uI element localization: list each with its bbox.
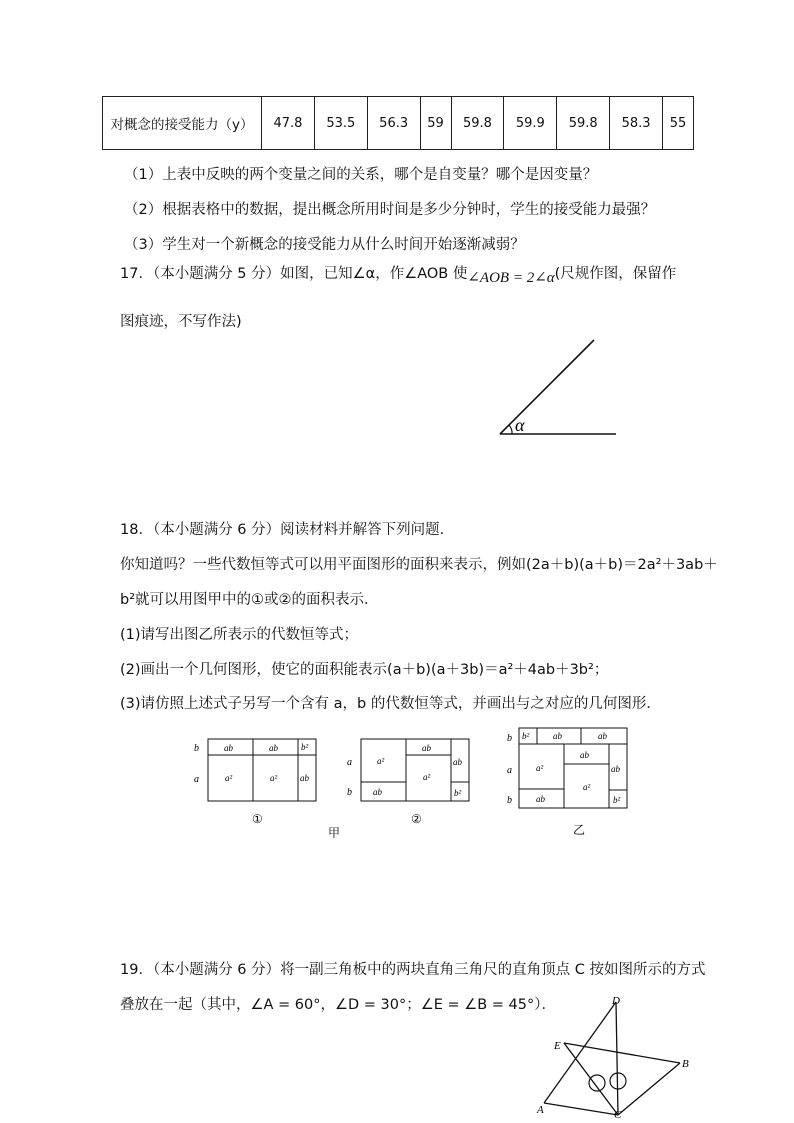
point-a-label: A [537,1104,544,1116]
fig1-a2-1: a² [225,773,233,783]
fig-yi-ab-top2: ab [598,731,607,741]
table-cell: 58.3 [610,97,663,150]
q18-line1: 你知道吗？一些代数恒等式可以用平面图形的面积来表示，例如(2a＋b)(a＋b)＝2a²＋3ab＋ [120,557,718,573]
point-e-label: E [554,1040,561,1052]
table-cell: 59.8 [451,97,504,150]
fig2-ab-2: ab [422,743,431,753]
fig-yi-ab-right: ab [611,764,620,774]
q19-line1: 19．（本小题满分 6 分）将一副三角板中的两块直角三角尺的直角顶点 C 按如图所示的方式 [120,962,706,978]
fig-yi-a2-2: a² [583,782,591,792]
table-cell: 59 [420,97,451,150]
figure-jia-2 [343,735,478,840]
fig-yi-a2-1: a² [536,763,544,773]
fig-yi-ab-bl: ab [536,794,545,804]
q18-sub3: (3)请仿照上述式子另写一个含有 a，b 的代数恒等式，并画出与之对应的几何图形． [120,696,661,712]
data-table [102,96,694,150]
fig1-a2-2: a² [270,773,278,783]
fig-yi-b2-br: b² [613,795,621,805]
fig-yi-b2-top: b² [522,731,530,741]
fig2-side-a: a [347,757,352,768]
q18-sub1: (1)请写出图乙所表示的代数恒等式； [120,627,359,643]
fig1-label: ① [252,812,263,826]
fig1-b2: b² [301,742,309,752]
q16-part1: （1）上表中反映的两个变量之间的关系，哪个是自变量？哪个是因变量？ [124,167,598,183]
fig1-ab-3: ab [300,773,309,783]
point-b-label: B [682,1058,689,1070]
fig-yi-side-b1: b [507,733,512,744]
q16-part3: （3）学生对一个新概念的接受能力从什么时间开始逐渐减弱？ [124,237,525,253]
point-c-label: C [614,1109,622,1120]
fig-yi-side-b2: b [507,795,512,806]
angle-arc [509,425,512,434]
table-cell: 59.9 [504,97,557,150]
fig1-side-a: a [194,774,199,785]
figure-yi-label: 乙 [573,823,586,837]
table-cell: 47.8 [262,97,315,150]
q19-line2: 叠放在一起（其中，∠A = 60°，∠D = 30°；∠E = ∠B = 45°）． [120,997,557,1013]
fig1-ab-2: ab [269,743,278,753]
fig2-ab-3: ab [453,757,462,767]
fig2-ab-1: ab [373,787,382,797]
table-cell: 59.8 [557,97,610,150]
q18-title: 18．（本小题满分 6 分）阅读材料并解答下列问题． [120,522,455,538]
table-cell: 53.5 [314,97,367,150]
q17-text-a: 17．（本小题满分 5 分）如图，已知∠α，作∠AOB 使 [120,266,468,282]
table-row [103,97,694,150]
fig-yi-ab-mid: ab [580,750,589,760]
q17-line2: 图痕迹，不写作法) [120,314,242,330]
q18-sub2: (2)画出一个几何图形，使它的面积能表示(a＋b)(a＋3b)＝a²＋4ab＋3b²； [120,662,609,678]
fig1-ab-1: ab [224,743,233,753]
table-cell: 55 [662,97,693,150]
fig2-side-b: b [347,787,352,798]
figure-jia-1 [190,735,325,840]
table-row-label: 对概念的接受能力（y） [103,97,262,150]
q18-line2: b²就可以用图甲中的①或②的面积表示． [120,592,379,608]
angle-mark-1 [589,1075,605,1091]
point-d-label: D [612,995,620,1007]
fig2-a2-1: a² [377,756,385,766]
fig2-b2: b² [454,788,462,798]
fig-yi-side-a: a [507,765,512,776]
fig2-label: ② [411,812,422,826]
table-cell: 56.3 [367,97,420,150]
angle-alpha-figure [490,330,630,445]
fig1-side-b: b [194,743,199,754]
fig-yi-ab-top1: ab [553,731,562,741]
figure-yi [503,724,638,844]
q17-text-b: (尺规作图，保留作 [554,266,677,282]
triangle-ruler-figure [530,990,700,1120]
q16-part2: （2）根据表格中的数据，提出概念所用时间是多少分钟时，学生的接受能力最强？ [124,202,656,218]
figure-jia-label: 甲 [328,826,341,840]
angle-alpha-label: α [515,415,525,435]
fig2-a2-2: a² [423,772,431,782]
q17-formula: ∠AOB = 2∠α [467,270,555,286]
q17-line1 [120,264,676,284]
